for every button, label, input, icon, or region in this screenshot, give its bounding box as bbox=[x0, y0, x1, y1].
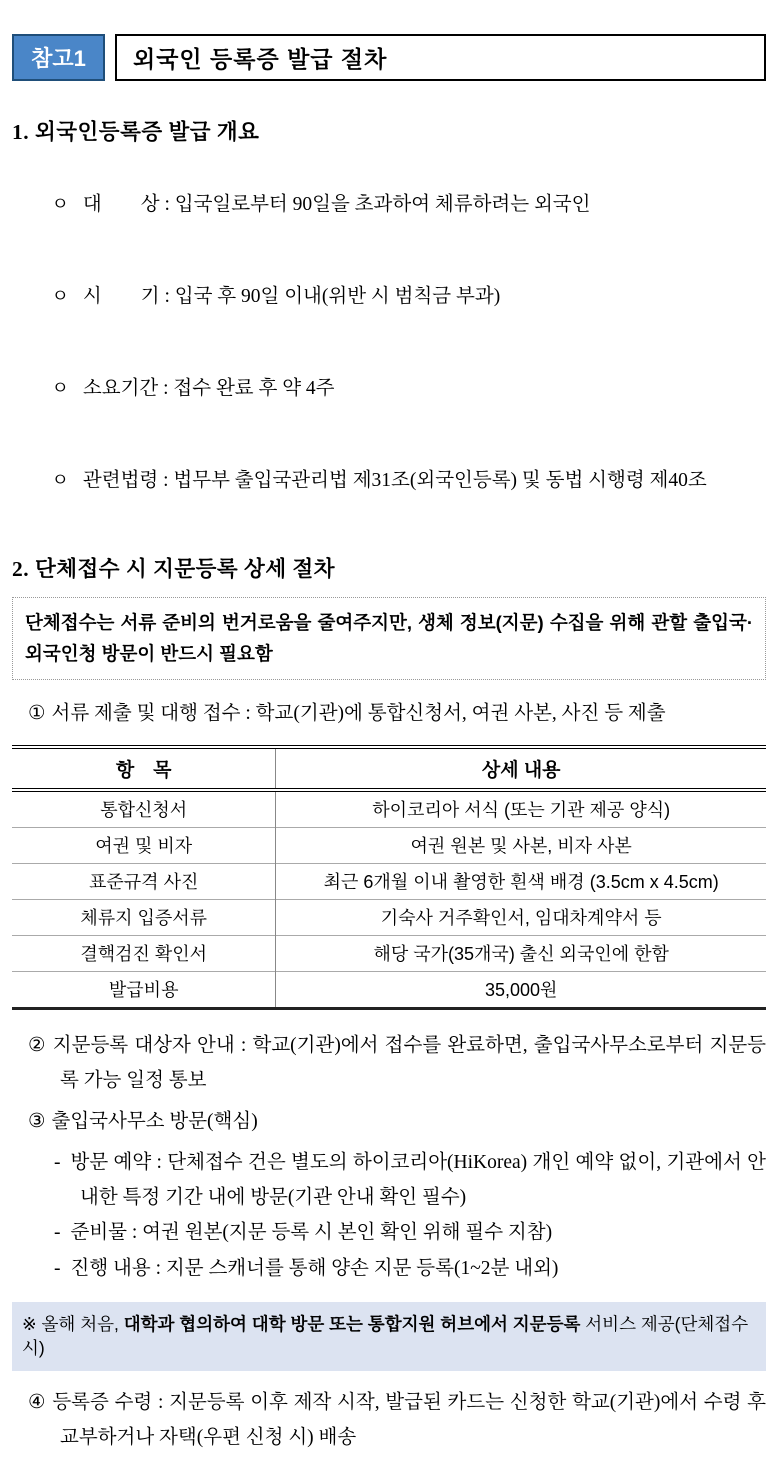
overview-item-text: 관련법령 : 법무부 출입국관리법 제31조(외국인등록) 및 동법 시행령 제40조 bbox=[82, 470, 707, 491]
highlight-note bbox=[12, 1302, 766, 1371]
table-cell: 발급비용 bbox=[12, 971, 276, 1008]
requirements-table bbox=[12, 745, 766, 1010]
step-text: 서류 제출 및 대행 접수 : 학교(기관)에 통합신청서, 여권 사본, 사진 등 제출 bbox=[51, 702, 666, 724]
step-number: ② bbox=[28, 1034, 47, 1056]
table-row bbox=[12, 827, 766, 863]
overview-item-text: 소요기간 : 접수 완료 후 약 4주 bbox=[82, 378, 335, 399]
overview-item-duration bbox=[32, 340, 766, 432]
table-cell: 체류지 입증서류 bbox=[12, 899, 276, 935]
step-3-subitem-reservation bbox=[54, 1145, 766, 1215]
step-number: ③ bbox=[28, 1111, 46, 1133]
dash-bullet: - bbox=[54, 1222, 61, 1244]
subitem-text: 준비물 : 여권 원본(지문 등록 시 본인 확인 위해 필수 지참) bbox=[70, 1222, 553, 1244]
subitem-text: 진행 내용 : 지문 스캐너를 통해 양손 지문 등록(1~2분 내외) bbox=[70, 1257, 559, 1279]
step-text: 지문등록 대상자 안내 : 학교(기관)에서 접수를 완료하면, 출입국사무소로부터 지문등록 가능 일정 통보 bbox=[52, 1034, 766, 1092]
overview-item-text: 대 상 : 입국일로부터 90일을 초과하여 체류하려는 외국인 bbox=[82, 194, 591, 215]
circle-bullet: ㅇ bbox=[51, 470, 69, 490]
circle-bullet: ㅇ bbox=[51, 378, 69, 398]
table-row bbox=[12, 899, 766, 935]
overview-item-target bbox=[32, 156, 766, 248]
table-cell: 여권 및 비자 bbox=[12, 827, 276, 863]
step-number: ④ bbox=[28, 1391, 47, 1413]
table-row bbox=[12, 863, 766, 899]
table-row bbox=[12, 935, 766, 971]
document-header bbox=[12, 34, 766, 81]
table-row bbox=[12, 971, 766, 1008]
step-number: ① bbox=[28, 702, 46, 724]
circle-bullet: ㅇ bbox=[51, 286, 69, 306]
table-cell: 해당 국가(35개국) 출신 외국인에 한함 bbox=[276, 935, 766, 971]
table-header-row bbox=[12, 747, 766, 790]
table-cell: 표준규격 사진 bbox=[12, 863, 276, 899]
table-cell: 최근 6개월 이내 촬영한 흰색 배경 (3.5cm x 4.5cm) bbox=[276, 863, 766, 899]
highlight-note-bold: 대학과 협의하여 대학 방문 또는 통합지원 허브에서 지문등록 bbox=[123, 1313, 581, 1334]
step-2 bbox=[28, 1028, 766, 1098]
table-cell: 35,000원 bbox=[276, 971, 766, 1008]
dash-bullet: - bbox=[54, 1152, 61, 1174]
table-cell: 기숙사 거주확인서, 임대차계약서 등 bbox=[276, 899, 766, 935]
highlight-note-suffix: 서비스 제공(단체접수 시) bbox=[22, 1313, 749, 1359]
table-cell: 통합신청서 bbox=[12, 790, 276, 828]
overview-item-law bbox=[32, 432, 766, 524]
step-3 bbox=[28, 1104, 766, 1139]
step-1 bbox=[28, 696, 766, 731]
section-1-heading: 1. 외국인등록증 발급 개요 bbox=[12, 120, 260, 144]
overview-item-timing bbox=[32, 248, 766, 340]
table-header-cell-detail: 상세 내용 bbox=[276, 747, 766, 790]
circle-bullet: ㅇ bbox=[51, 194, 69, 214]
step-text: 출입국사무소 방문(핵심) bbox=[51, 1111, 258, 1133]
reference-badge-label: 참고1 bbox=[31, 46, 86, 71]
document-title: 외국인 등록증 발급 절차 bbox=[133, 46, 388, 72]
section-2-heading: 2. 단체접수 시 지문등록 상세 절차 bbox=[12, 557, 335, 581]
step-3-subitem-process bbox=[54, 1251, 766, 1286]
step-text: 등록증 수령 : 지문등록 이후 제작 시작, 발급된 카드는 신청한 학교(기관)에서 수령 후 교부하거나 자택(우편 신청 시) 배송 bbox=[52, 1391, 767, 1448]
dash-bullet: - bbox=[54, 1257, 61, 1279]
title-box bbox=[115, 34, 766, 81]
overview-item-text: 시 기 : 입국 후 90일 이내(위반 시 범칙금 부과) bbox=[82, 286, 501, 307]
subitem-text: 방문 예약 : 단체접수 건은 별도의 하이코리아(HiKorea) 개인 예약 없이, 기관에서 안내한 특정 기간 내에 방문(기관 안내 확인 필수) bbox=[70, 1152, 766, 1209]
table-cell: 하이코리아 서식 (또는 기관 제공 양식) bbox=[372, 800, 671, 821]
notice-box: 단체접수는 서류 준비의 번거로움을 줄여주지만, 생체 정보(지문) 수집을 위해 관할 출입국·외국인청 방문이 반드시 필요함 bbox=[12, 597, 766, 680]
step-4 bbox=[28, 1385, 766, 1455]
highlight-note-prefix: ※ 올해 처음, bbox=[22, 1313, 124, 1334]
step-3-subitem-materials bbox=[54, 1215, 766, 1250]
table-cell: 결핵검진 확인서 bbox=[12, 935, 276, 971]
table-cell: 여권 원본 및 사본, 비자 사본 bbox=[276, 827, 766, 863]
table-header-cell-item: 항 목 bbox=[12, 747, 276, 790]
table-row bbox=[12, 790, 766, 828]
reference-badge bbox=[12, 34, 105, 81]
